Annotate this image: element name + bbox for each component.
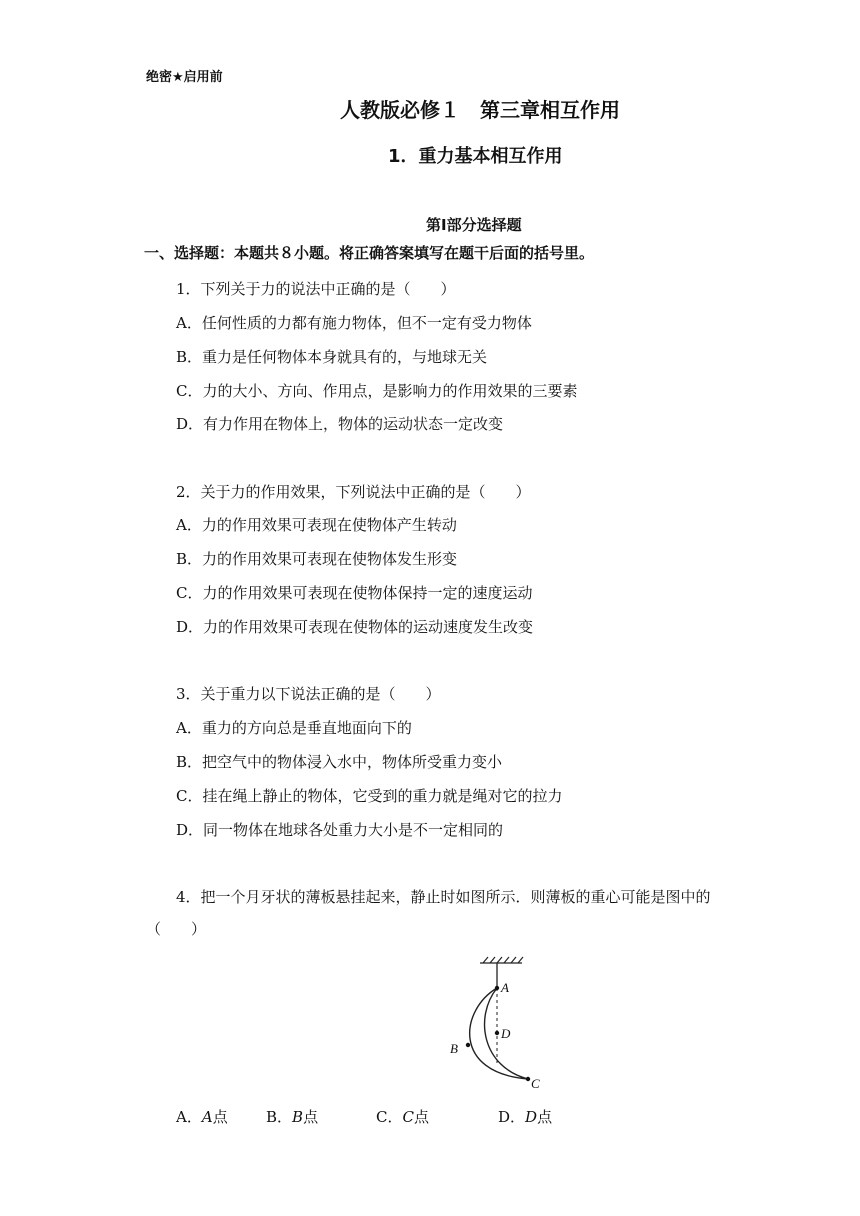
crescent-plate-figure (440, 955, 550, 1090)
question-4-stem-continued: （ ） (146, 920, 207, 938)
question-1-option-c: C．力的大小、方向、作用点，是影响力的作用效果的三要素 (176, 382, 578, 400)
question-3-option-b: B．把空气中的物体浸入水中，物体所受重力变小 (176, 753, 503, 771)
point-a-dot (495, 986, 499, 990)
point-d-label: D (501, 1026, 511, 1041)
question-1-option-d: D．有力作用在物体上，物体的运动状态一定改变 (176, 415, 504, 433)
section-instructions: 一、选择题：本题共８小题。将正确答案填写在题干后面的括号里。 (144, 244, 595, 262)
question-2-option-b: B．力的作用效果可表现在使物体发生形变 (176, 550, 458, 568)
question-3-stem: 3．关于重力以下说法正确的是（ ） (176, 685, 441, 703)
point-d-dot (495, 1031, 499, 1035)
question-4-option-b: B．B点 (266, 1108, 319, 1126)
question-4-option-a: A．A点 (176, 1108, 228, 1126)
question-1-stem: 1．下列关于力的说法中正确的是（ ） (176, 280, 456, 298)
question-2-option-d: D．力的作用效果可表现在使物体的运动速度发生改变 (176, 618, 534, 636)
question-4-option-c: C．C点 (376, 1108, 429, 1126)
question-1-option-b: B．重力是任何物体本身就具有的，与地球无关 (176, 348, 488, 366)
ceiling-support (480, 957, 523, 963)
confidential-label: 绝密★启用前 (146, 70, 223, 85)
question-1-option-a: A．任何性质的力都有施力物体，但不一定有受力物体 (176, 314, 532, 332)
question-3-option-a: A．重力的方向总是垂直地面向下的 (176, 719, 412, 737)
point-a-label: A (501, 980, 509, 995)
point-b-dot (466, 1043, 470, 1047)
part-heading: 第Ⅰ部分选择题 (426, 216, 522, 234)
point-b-label: B (450, 1041, 458, 1056)
document-subtitle: 1．重力基本相互作用 (388, 146, 563, 167)
question-3-option-d: D．同一物体在地球各处重力大小是不一定相同的 (176, 821, 504, 839)
point-c-label: C (531, 1076, 540, 1090)
question-2-option-c: C．力的作用效果可表现在使物体保持一定的速度运动 (176, 584, 533, 602)
question-3-option-c: C．挂在绳上静止的物体，它受到的重力就是绳对它的拉力 (176, 787, 563, 805)
document-title: 人教版必修１ 第三章相互作用 (340, 98, 620, 122)
point-c-dot (526, 1077, 530, 1081)
question-4-option-d: D．D点 (498, 1108, 553, 1126)
question-2-option-a: A．力的作用效果可表现在使物体产生转动 (176, 516, 457, 534)
question-2-stem: 2．关于力的作用效果，下列说法中正确的是（ ） (176, 483, 531, 501)
question-4-stem: 4．把一个月牙状的薄板悬挂起来，静止时如图所示．则薄板的重心可能是图中的 (176, 888, 711, 906)
